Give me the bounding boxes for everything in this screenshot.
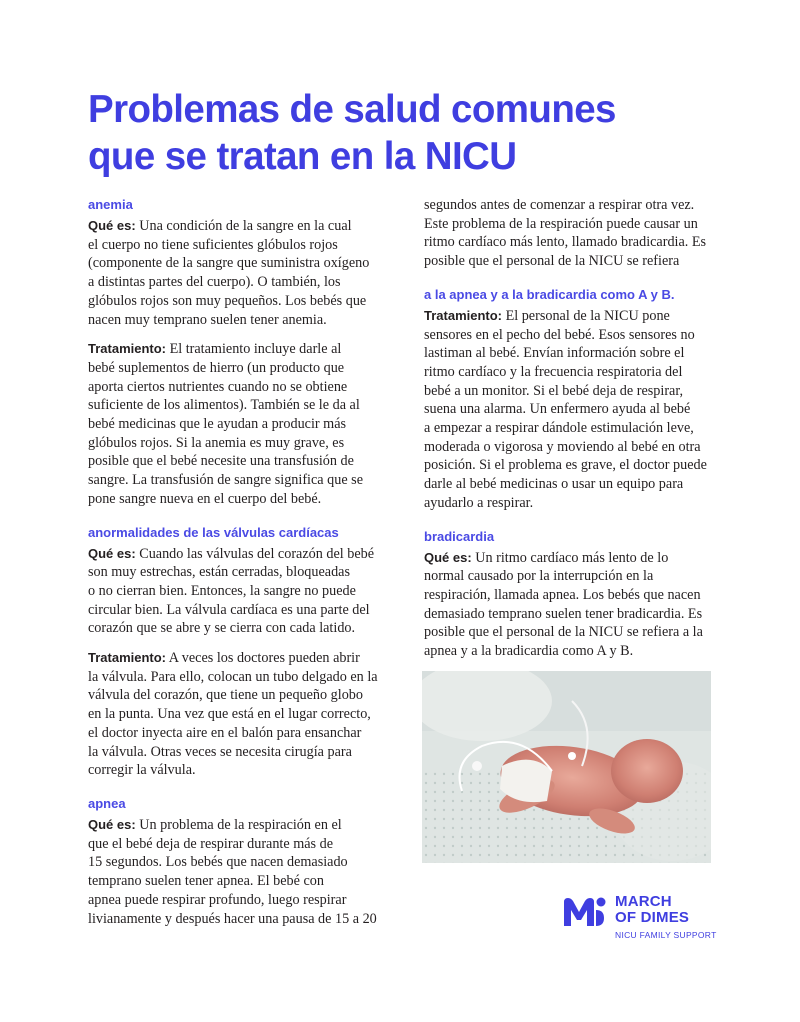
baby-illustration [422, 671, 711, 863]
heading-apnea: apnea [88, 795, 126, 811]
heading-anemia: anemia [88, 197, 133, 212]
apnea-que-es: Qué es: Un problema de la respiración en el que el bebé deja de respirar durante más de 15 segundos. Los bebés que nacen demasiado temprano suelen tener apnea. El bebé con apnea puede respirar profundo, luego respirar livianamente y después hacer una pausa de 15 a 20 [88, 816, 377, 927]
que-es-label: Qué es: [88, 545, 136, 561]
page-title [88, 86, 728, 180]
tratamiento-label: Tratamiento: [88, 341, 167, 357]
march-of-dimes-logo [562, 893, 717, 944]
tratamiento-label: Tratamiento: [88, 650, 167, 666]
anemia-tratamiento: Tratamiento: El tratamiento incluye darle al bebé suplementos de hierro (un producto que aporta ciertos nutrientes cuando no se obtiene suficiente de los alimentos). También se le da al bebé medicinas que le ayudan a producir más glóbulos rojos. Si la anemia es muy grave, es posible que el bebé necesite una transfusión de sangre. La transfusión de sangre significa que se pone sangre nueva en el cuerpo del bebé. [88, 341, 363, 507]
march-of-dimes-mark-icon [562, 896, 608, 928]
section-bradicardia [424, 528, 716, 661]
right-column [424, 196, 716, 676]
section-a-y-b [424, 286, 716, 513]
anemia-que-es: Qué es: Una condición de la sangre en la cual el cuerpo no tiene suficientes glóbulos rojos (componente de la sangre que suministra oxígeno a distintas partes del cuerpo). O también, los glóbulos rojos son muy pequeños. Los bebés que nacen muy temprano suelen tener anemia. [88, 218, 370, 328]
section-anemia [88, 196, 388, 509]
section-apnea-continued [424, 196, 716, 271]
que-es-label: Qué es: [88, 816, 136, 832]
que-es-label: Qué es: [424, 549, 472, 565]
title-line-1: Problemas de salud comunes [88, 88, 616, 131]
apnea-continued-text: segundos antes de comenzar a respirar otra vez. Este problema de la respiración puede causar un ritmo cardíaco más lento, llamado bradicardia. Es posible que el personal de la NICU se refiera [424, 197, 707, 270]
heading-valvulas: anormalidades de las válvulas cardíacas [88, 524, 339, 540]
tratamiento-label: Tratamiento: [424, 307, 503, 323]
section-valvulas [88, 524, 388, 780]
bradicardia-que-es: Qué es: Un ritmo cardíaco más lento de lo normal causado por la interrupción en la respiración, llamada apnea. Los bebés que nacen demasiado temprano suelen tener bradicardia. Es posible que el personal de la NICU se refiera a la apnea y a la bradicardia como A y B. [424, 549, 703, 660]
logo-line-1: MARCH [615, 893, 672, 910]
section-apnea [88, 795, 388, 928]
logo-line-2: OF DIMES [615, 909, 690, 926]
baby-photo [422, 671, 711, 863]
que-es-label: Qué es: [88, 218, 136, 233]
logo-subtitle: NICU FAMILY SUPPORT [615, 930, 717, 940]
heading-a-y-b: a la apnea y a la bradicardia como A y B. [424, 286, 675, 302]
left-column [88, 196, 388, 943]
heading-bradicardia: bradicardia [424, 528, 495, 544]
logo-wordmark [615, 894, 689, 926]
title-line-2: que se tratan en la NICU [88, 135, 517, 178]
a-y-b-tratamiento: Tratamiento: El personal de la NICU pone sensores en el pecho del bebé. Esos sensores no lastiman al bebé. Envían información sobre el ritmo cardíaco y la frecuencia respiratoria del bebé a un monitor. Si el bebé deja de respirar, suena una alarma. Un enfermero ayuda al bebé a empezar a respirar dándole estimulación leve, moderada o vigorosa y moviendo al bebé en otra posición. Si el problema es grave, el doctor puede darle al bebé medicinas o usar un equipo para ayudarlo a respirar. [424, 307, 707, 511]
valvulas-tratamiento: Tratamiento: A veces los doctores pueden abrir la válvula. Para ello, colocan un tubo delgado en la válvula del corazón, que tiene un pequeño globo en la punta. Una vez que está en el lugar correcto, el doctor inyecta aire en el balón para ensanchar la válvula. Otras veces se necesita cirugía para corregir la válvula. [88, 650, 378, 779]
valvulas-que-es: Qué es: Cuando las válvulas del corazón del bebé son muy estrechas, están cerradas, bloqueadas o no cierran bien. Entonces, la sangre no puede circular bien. La válvula cardíaca es una parte del corazón que se abre y se cierra con cada latido. [88, 545, 375, 637]
